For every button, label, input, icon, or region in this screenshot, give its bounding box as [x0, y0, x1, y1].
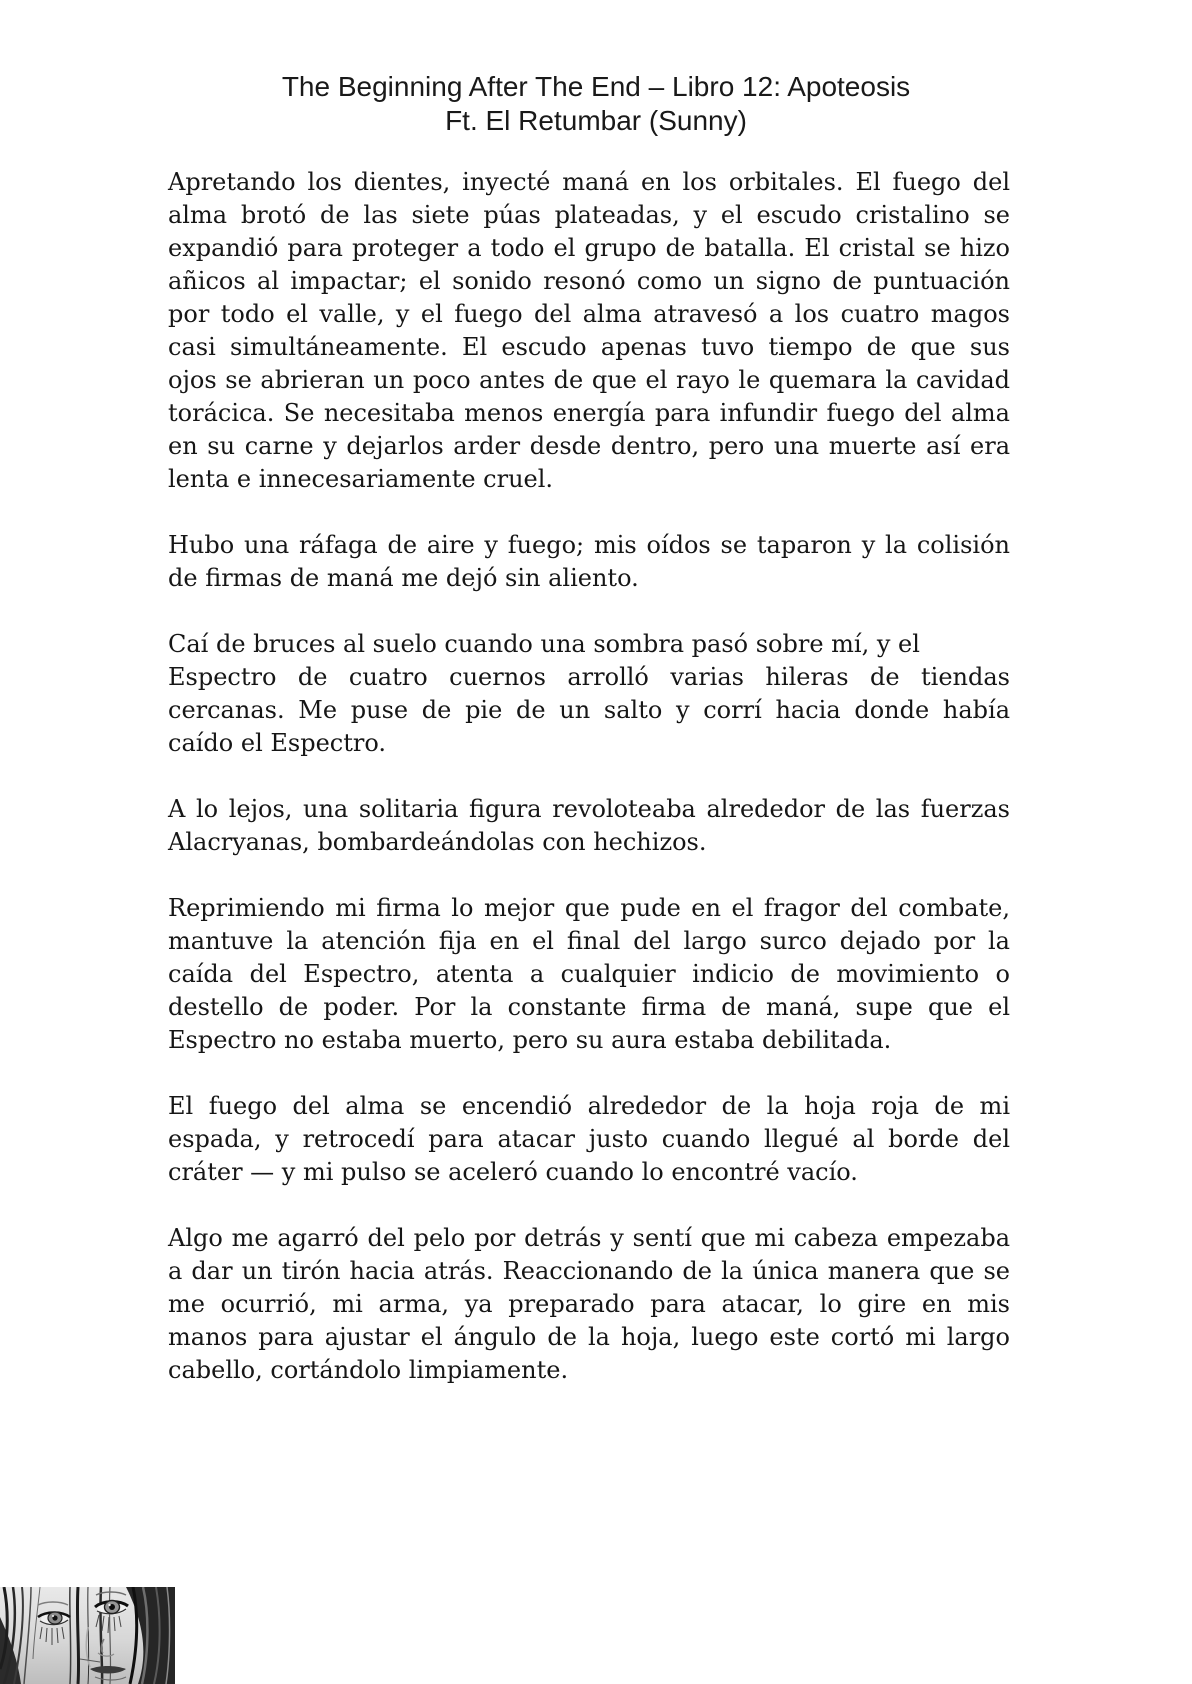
- paragraph: [168, 1090, 1010, 1189]
- paragraph-line: Espectro de cuatro cuernos arrolló varias hileras de tiendas: [168, 663, 1010, 691]
- paragraph-line: Algo me agarró del pelo por detrás y sentí que mi cabeza empezaba: [168, 1224, 1010, 1252]
- paragraph-line: Reprimiendo mi firma lo mejor que pude en el fragor del combate,: [168, 894, 1010, 922]
- document-body: [168, 166, 1010, 1387]
- paragraph-line: Espectro no estaba muerto, pero su aura estaba debilitada.: [168, 1026, 892, 1054]
- paragraph-line: casi simultáneamente. El escudo apenas tuvo tiempo de que sus: [168, 333, 1010, 361]
- paragraph-line: lenta e innecesariamente cruel.: [168, 465, 554, 493]
- paragraph-line: ojos se abrieran un poco antes de que el rayo le quemara la cavidad: [168, 366, 1010, 394]
- paragraph: [168, 166, 1010, 496]
- paragraph-line: de firmas de maná me dejó sin aliento.: [168, 564, 639, 592]
- paragraph-line: en su carne y dejarlos arder desde dentro, pero una muerte así era: [168, 432, 1010, 460]
- paragraph-line: mantuve la atención fija en el final del largo surco dejado por la: [168, 927, 1010, 955]
- paragraph: [168, 793, 1010, 859]
- paragraph-line: espada, y retrocedí para atacar justo cuando llegué al borde del: [168, 1125, 1010, 1153]
- paragraph-line: cráter — y mi pulso se aceleró cuando lo encontré vacío.: [168, 1158, 858, 1186]
- paragraph-line: me ocurrió, mi arma, ya preparado para atacar, lo gire en mis: [168, 1290, 1010, 1318]
- paragraph-line: cabello, cortándolo limpiamente.: [168, 1356, 569, 1384]
- document-subtitle: Ft. El Retumbar (Sunny): [445, 105, 747, 136]
- paragraph: [168, 1222, 1010, 1387]
- manga-face-illustration: [0, 1587, 175, 1684]
- paragraph-line: caída del Espectro, atenta a cualquier indicio de movimiento o: [168, 960, 1010, 988]
- paragraph: [168, 628, 1010, 760]
- document-title: The Beginning After The End – Libro 12: Apoteosis: [281, 71, 911, 102]
- document-header: [0, 0, 1192, 138]
- paragraph-line: Alacryanas, bombardeándolas con hechizos.: [168, 828, 707, 856]
- paragraph-line: añicos al impactar; el sonido resonó como un signo de puntuación: [168, 267, 1010, 295]
- paragraph-line: expandió para proteger a todo el grupo de batalla. El cristal se hizo: [168, 234, 1010, 262]
- paragraph: [168, 529, 1010, 595]
- paragraph-line: destello de poder. Por la constante firma de maná, supe que el: [168, 993, 1010, 1021]
- paragraph: [168, 892, 1010, 1057]
- paragraph-line: por todo el valle, y el fuego del alma atravesó a los cuatro magos: [168, 300, 1010, 328]
- paragraph-line: caído el Espectro.: [168, 729, 386, 757]
- paragraph-line: Apretando los dientes, inyecté maná en los orbitales. El fuego del: [168, 168, 1010, 196]
- paragraph-line: torácica. Se necesitaba menos energía para infundir fuego del alma: [168, 399, 1010, 427]
- paragraph-line: Caí de bruces al suelo cuando una sombra pasó sobre mí, y el: [168, 630, 920, 658]
- paragraph-line: alma brotó de las siete púas plateadas, y el escudo cristalino se: [168, 201, 1010, 229]
- paragraph-line: cercanas. Me puse de pie de un salto y corrí hacia donde había: [168, 696, 1010, 724]
- paragraph-line: manos para ajustar el ángulo de la hoja, luego este cortó mi largo: [168, 1323, 1010, 1351]
- paragraph-line: Hubo una ráfaga de aire y fuego; mis oídos se taparon y la colisión: [168, 531, 1010, 559]
- paragraph-line: A lo lejos, una solitaria figura revoloteaba alrededor de las fuerzas: [168, 795, 1010, 823]
- manga-face-image: [0, 1587, 175, 1684]
- paragraph-line: a dar un tirón hacia atrás. Reaccionando de la única manera que se: [168, 1257, 1010, 1285]
- paragraph-line: El fuego del alma se encendió alrededor de la hoja roja de mi: [168, 1092, 1010, 1120]
